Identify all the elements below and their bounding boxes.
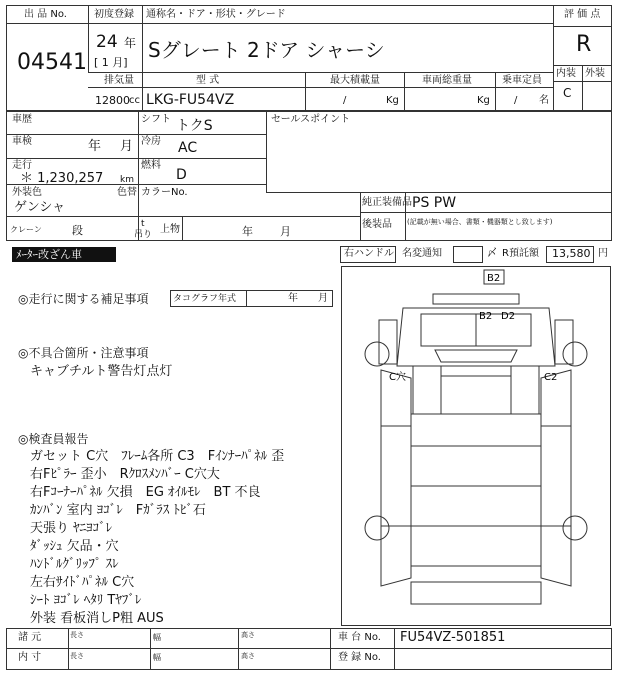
height-label: 高さ [241, 652, 255, 660]
report-line: ｶﾝﾊﾞﾝ 室内 ﾖｺﾞﾚ Fｶﾞﾗｽ ﾄﾋﾞ石 [30, 503, 206, 518]
color-code-label: カラーNo. [141, 187, 188, 198]
displacement-value: 12800 [95, 94, 130, 107]
inner-label: 内 寸 [18, 652, 42, 663]
report-line: ｼｰﾄ ﾖｺﾞﾚ ﾍﾀﾘ Tﾔﾌﾞﾚ [30, 593, 142, 608]
reg-no-label: 登 録 No. [338, 652, 381, 663]
capacity-slash: / [514, 95, 518, 106]
crane-label: クレーン [10, 225, 42, 234]
report-line: 外装 看板消しP粗 AUS [30, 611, 164, 626]
report-line: ﾊﾝﾄﾞﾙｸﾞﾘｯﾌﾟ ｽﾚ [30, 557, 119, 572]
ac-label: 冷房 [141, 136, 161, 147]
chassis-label: 車 台 No. [338, 632, 381, 643]
history-label: 車歴 [12, 114, 32, 125]
max-load-label: 最大積載量 [330, 75, 380, 86]
truck-diagram [341, 266, 611, 626]
grade-label: 評 価 点 [564, 9, 601, 20]
body-month: 月 [280, 225, 291, 238]
length-label: 長さ [70, 652, 84, 660]
chassis-right [541, 370, 571, 586]
max-load-slash: / [343, 95, 347, 106]
model-name: Sグレート 2ドア シャーシ [148, 38, 385, 62]
defect-text: キャブチルト警告灯点灯 [30, 364, 173, 379]
chassis-rear [411, 582, 541, 604]
reg-month: [ 1 月] [94, 56, 128, 69]
wheel-front-right [563, 342, 587, 366]
chassis-left [381, 370, 411, 586]
report-line: ﾀﾞｯｼｭ 欠品・穴 [30, 539, 119, 554]
driving-notes-title: ◎走行に関する補足事項 [18, 292, 149, 306]
report-line: ガセット C穴 ﾌﾚｰﾑ各所 C3 Fｲﾝﾅｰﾊﾟﾈﾙ 歪 [30, 449, 285, 464]
yen-unit: 円 [598, 248, 608, 259]
fuel-label: 燃料 [141, 160, 161, 171]
shift-label: シフト [141, 114, 171, 125]
report-line: 右Fﾋﾟﾗｰ 歪小 Rｸﾛｽﾒﾝﾊﾞｰ C穴大 [30, 467, 220, 482]
damage-mark: B2 [487, 273, 501, 284]
interior-grade: C [563, 86, 572, 100]
wheel-rear-left [365, 516, 389, 540]
dims-label: 諸 元 [18, 632, 42, 643]
displacement-label: 排気量 [104, 75, 134, 86]
model-label: 通称名・ドア・形状・グレード [146, 9, 286, 20]
name-change-mark: 〆 [487, 248, 497, 259]
cc-unit: cc [129, 95, 140, 106]
inspection-month-unit: 月 [120, 139, 134, 154]
name-change-label: 名変通知 [402, 248, 442, 259]
crane-hang: 吊り [134, 230, 153, 240]
grade-value: R [576, 32, 592, 57]
equipment-value: PS PW [412, 195, 457, 211]
crane-step: 段 [72, 224, 83, 237]
odometer-tamper-badge [12, 247, 116, 262]
equipment-label: 純正装備品 [362, 197, 412, 208]
r-reserve-value: 13,580 [552, 247, 591, 260]
capacity-unit: 名 [539, 95, 549, 106]
color-change-label: 色替 [117, 187, 137, 198]
lot-number: 04541 [17, 50, 87, 75]
reg-year: 24 [96, 32, 118, 52]
tacho-month: 月 [318, 293, 328, 304]
inspection-year-unit: 年 [88, 139, 102, 154]
first-reg-label: 初度登録 [94, 9, 134, 20]
damage-mark: B2 [479, 311, 493, 322]
lot-no-label: 出 品 No. [24, 9, 67, 20]
report-line: 天張り ﾔﾆﾖｺﾞﾚ [30, 521, 113, 536]
mileage-value: ＊ 1,230,257 [20, 171, 104, 186]
inspector-title: ◎検査員報告 [18, 432, 89, 446]
aftermarket-label: 後装品 [362, 219, 392, 230]
mileage-label: 走行 [12, 160, 32, 171]
gross-weight-label: 車両総重量 [422, 75, 472, 86]
sales-point-label: セールスポイント [271, 114, 351, 125]
exterior-label: 外装 [585, 68, 605, 79]
tacho-label: タコグラフ年式 [173, 294, 237, 304]
report-line: 右Fｺｰﾅｰﾊﾟﾈﾙ 欠損 EG ｵｲﾙﾓﾚ BT 不良 [30, 485, 261, 500]
fuel-value: D [176, 167, 187, 183]
defect-title: ◎不具合箇所・注意事項 [18, 346, 149, 360]
ac-value: AC [178, 140, 198, 156]
interior-label: 内装 [556, 68, 576, 79]
crane-t: t [141, 219, 145, 229]
length-label: 長さ [70, 631, 84, 639]
damage-mark: C2 [544, 372, 558, 383]
height-label: 高さ [241, 631, 255, 639]
color-value: ゲンシャ [14, 200, 66, 215]
wheel-front-left [365, 342, 389, 366]
body-year: 年 [242, 225, 253, 238]
report-line: 左右ｻｲﾄﾞﾊﾟﾈﾙ C穴 [30, 575, 135, 590]
aftermarket-note: (記載が無い場合、書類・機器類とし致します) [407, 218, 553, 226]
footer-frame [6, 628, 612, 670]
gross-weight-unit: Kg [477, 95, 490, 106]
width-label: 幅 [153, 653, 161, 662]
rhd-label: 右ハンドル [344, 248, 394, 259]
odometer-tamper-text: ﾒｰﾀｰ改ざん車 [16, 248, 82, 261]
cab-roof [433, 294, 519, 304]
model-code-label: 型 式 [196, 75, 220, 86]
inspection-label: 車検 [12, 136, 32, 147]
shift-value: トクS [176, 118, 213, 134]
color-label: 外装色 [12, 187, 42, 198]
body-label: 上物 [160, 224, 180, 235]
capacity-label: 乗車定員 [502, 75, 542, 86]
chassis-number: FU54VZ-501851 [400, 630, 506, 645]
r-reserve-label: R預託額 [502, 248, 539, 259]
damage-mark: C穴 [389, 372, 406, 383]
km-unit: km [120, 175, 134, 185]
name-change-box [453, 246, 483, 263]
model-code-value: LKG-FU54VZ [146, 92, 235, 108]
reg-year-unit: 年 [124, 36, 137, 50]
wheel-rear-right [563, 516, 587, 540]
width-label: 幅 [153, 633, 161, 642]
tacho-year: 年 [288, 293, 298, 304]
max-load-unit: Kg [386, 95, 399, 106]
damage-mark: D2 [501, 311, 516, 322]
